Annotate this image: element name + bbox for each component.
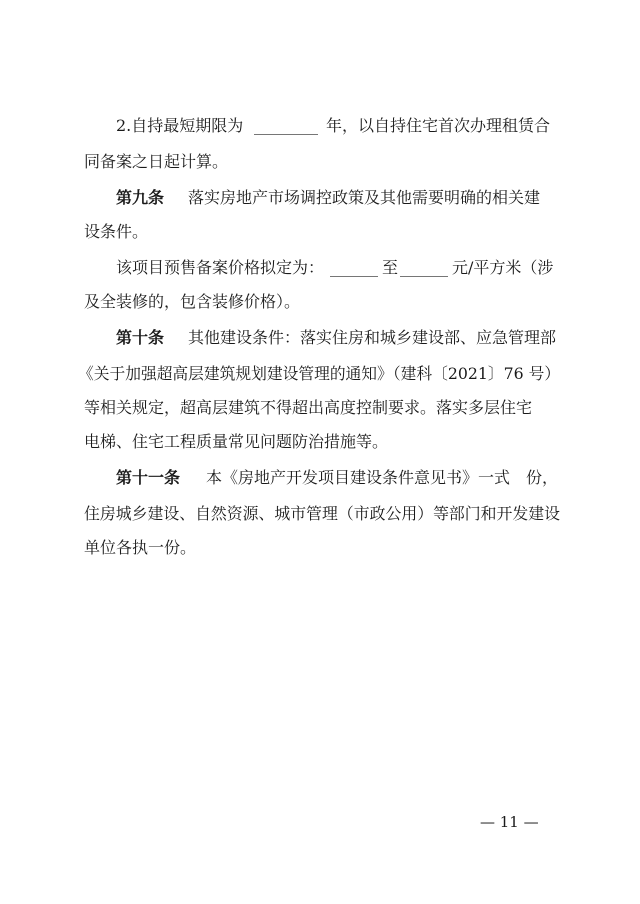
art11-line2: 住房城乡建设、自然资源、城市管理（市政公用）等部门和开发建设 xyxy=(84,504,561,523)
art8-item2-text-b: 年，以自持住宅首次办理租赁合 xyxy=(326,116,551,135)
art10-line4: 电梯、住宅工程质量常见问题防治措施等。 xyxy=(84,432,389,451)
price-blank-2: ______ xyxy=(400,258,448,277)
art11-heading: 第十一条 xyxy=(116,468,181,487)
price-line2: 及全装修的，包含装修价格）。 xyxy=(84,292,301,311)
art10-heading: 第十条 xyxy=(116,328,165,347)
art11-text: 本《房地产开发项目建设条件意见书》一式 份， xyxy=(206,468,559,487)
art10-line2: 《关于加强超高层建筑规划建设管理的通知》（建科〔2021〕76 号） xyxy=(78,364,561,383)
price-text-b: 至 xyxy=(382,258,399,277)
price-text-c: 元/平方米（涉 xyxy=(452,258,554,277)
art8-item2-line1 xyxy=(0,114,640,138)
art9-line1 xyxy=(0,186,640,210)
price-text-a: 该项目预售备案价格拟定为： xyxy=(116,258,325,277)
art10-line3: 等相关规定，超高层建筑不得超出高度控制要求。落实多层住宅 xyxy=(84,398,533,417)
art8-item2-text-a: 2.自持最短期限为 xyxy=(116,116,244,135)
art8-item2-blank: ________ xyxy=(254,116,318,135)
page-number: — 11 — xyxy=(480,813,539,831)
price-blank-1: ______ xyxy=(330,258,378,277)
art11-line1 xyxy=(0,466,640,490)
art10-line1 xyxy=(0,326,640,350)
art9-heading: 第九条 xyxy=(116,188,165,207)
art10-text: 其他建设条件：落实住房和城乡建设部、应急管理部 xyxy=(188,328,557,347)
art11-line3: 单位各执一份。 xyxy=(84,538,197,557)
art8-item2-line2: 同备案之日起计算。 xyxy=(84,152,229,171)
art9-text: 落实房地产市场调控政策及其他需要明确的相关建 xyxy=(188,188,541,207)
price-line1 xyxy=(0,256,640,280)
art9-line2: 设条件。 xyxy=(84,222,149,241)
